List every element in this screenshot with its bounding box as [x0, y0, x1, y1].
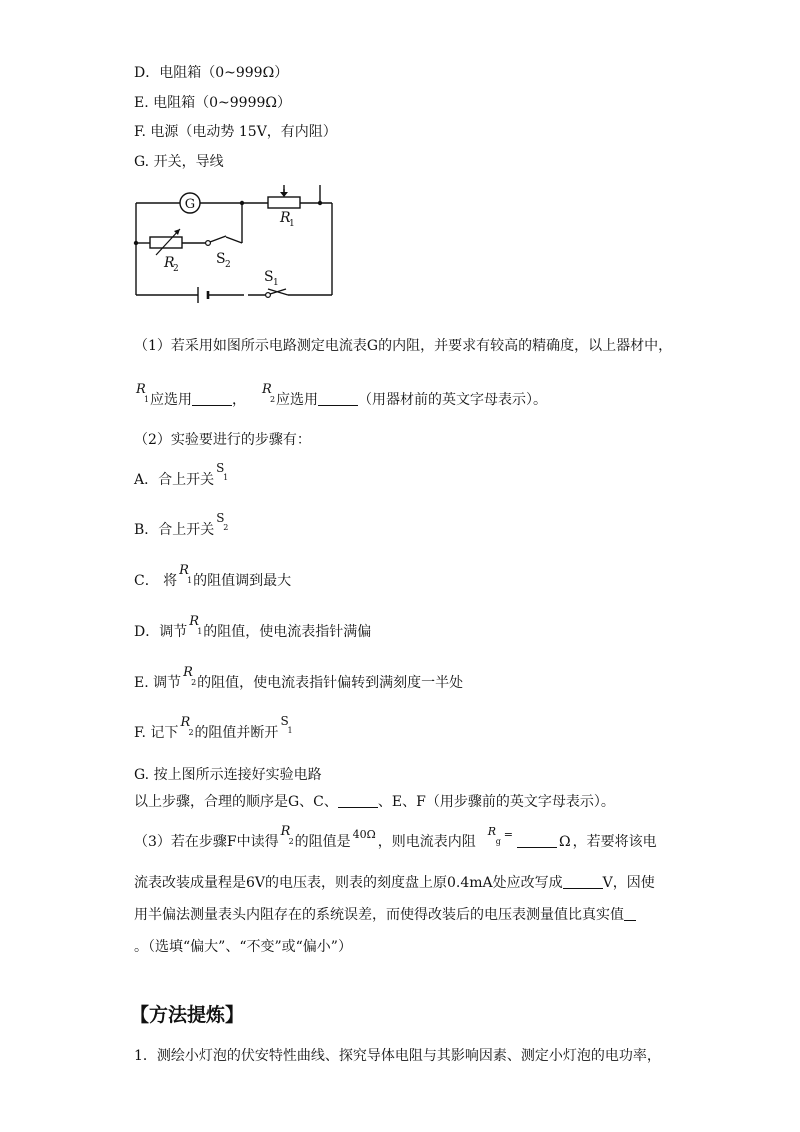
step-g: G. 按上图所示连接好实验电路 [134, 767, 322, 783]
resistance-box-r2-icon [150, 229, 182, 255]
step-a: A．合上开关 S 1 [134, 461, 229, 488]
q1-line2: R 1 应选用 ， R 2 应选用 （用器材前的英文字母表示）。 [136, 382, 547, 408]
step-b: B．合上开关 S 2 [134, 511, 229, 538]
q2-order: 以上步骤，合理的顺序是G、C、 、E、F（用步骤前的英文字母表示）。 [134, 794, 615, 810]
section-heading: 【方法提炼】 [130, 1004, 245, 1026]
answer-blank-r1[interactable] [192, 391, 232, 406]
svg-text:2: 2 [225, 260, 231, 270]
answer-blank-error[interactable] [624, 906, 636, 921]
equipment-f: F. 电源（电动势 15V，有内阻） [134, 124, 337, 140]
q3-line2: 流表改装成量程是6V的电压表，则表的刻度盘上原0.4mA处应改写成 V，因使 [134, 875, 655, 891]
battery-icon [198, 287, 208, 303]
svg-text:1: 1 [289, 219, 295, 229]
rheostat-r1-icon [268, 185, 300, 208]
svg-text:G: G [184, 197, 196, 212]
label-s1: S [264, 269, 274, 285]
answer-blank-r2[interactable] [318, 391, 358, 406]
label-r2: R [164, 255, 175, 271]
q3-line1: （3）若在步骤F中读得 R 2 的阻值是 40Ω ，则电流表内阻 R g = Ω ，若要将该电 [134, 824, 657, 850]
equipment-e: E. 电阻箱（0~9999Ω） [134, 95, 291, 111]
q2-intro: （2）实验要进行的步骤有： [134, 432, 311, 448]
circuit-diagram [128, 185, 348, 310]
step-c: C． 将 R 1 的阻值调到最大 [134, 563, 292, 589]
step-d: D．调节 R 1 的阻值，使电流表指针满偏 [134, 614, 372, 640]
answer-blank-voltage[interactable] [563, 874, 603, 889]
equipment-d: D．电阻箱（0~999Ω） [134, 65, 289, 81]
method-item-1: 1．测绘小灯泡的伏安特性曲线、探究导体电阻与其影响因素、测定小灯泡的电功率， [134, 1048, 661, 1064]
q3-line4: 。（选填“偏大”、“不变”或“偏小”） [134, 939, 352, 955]
switch-s2-icon [206, 236, 226, 245]
equipment-g: G. 开关，导线 [134, 154, 224, 170]
label-r1: R [280, 210, 291, 226]
galvanometer-icon [180, 193, 200, 213]
step-f: F. 记下 R 2 的阻值并断开 S 1 [134, 714, 293, 741]
answer-blank-rg[interactable] [517, 833, 557, 848]
svg-text:1: 1 [273, 278, 279, 288]
step-e: E. 调节 R 2 的阻值，使电流表指针偏转到满刻度一半处 [134, 665, 464, 691]
answer-blank-order[interactable] [338, 793, 378, 808]
q1-line1: （1）若采用如图所示电路测定电流表G的内阻，并要求有较高的精确度，以上器材中， [134, 338, 673, 354]
label-s2: S [216, 251, 226, 267]
q3-line3: 用半偏法测量表头内阻存在的系统误差，而使得改装后的电压表测量值比真实值 [134, 905, 636, 925]
svg-text:2: 2 [173, 264, 179, 274]
